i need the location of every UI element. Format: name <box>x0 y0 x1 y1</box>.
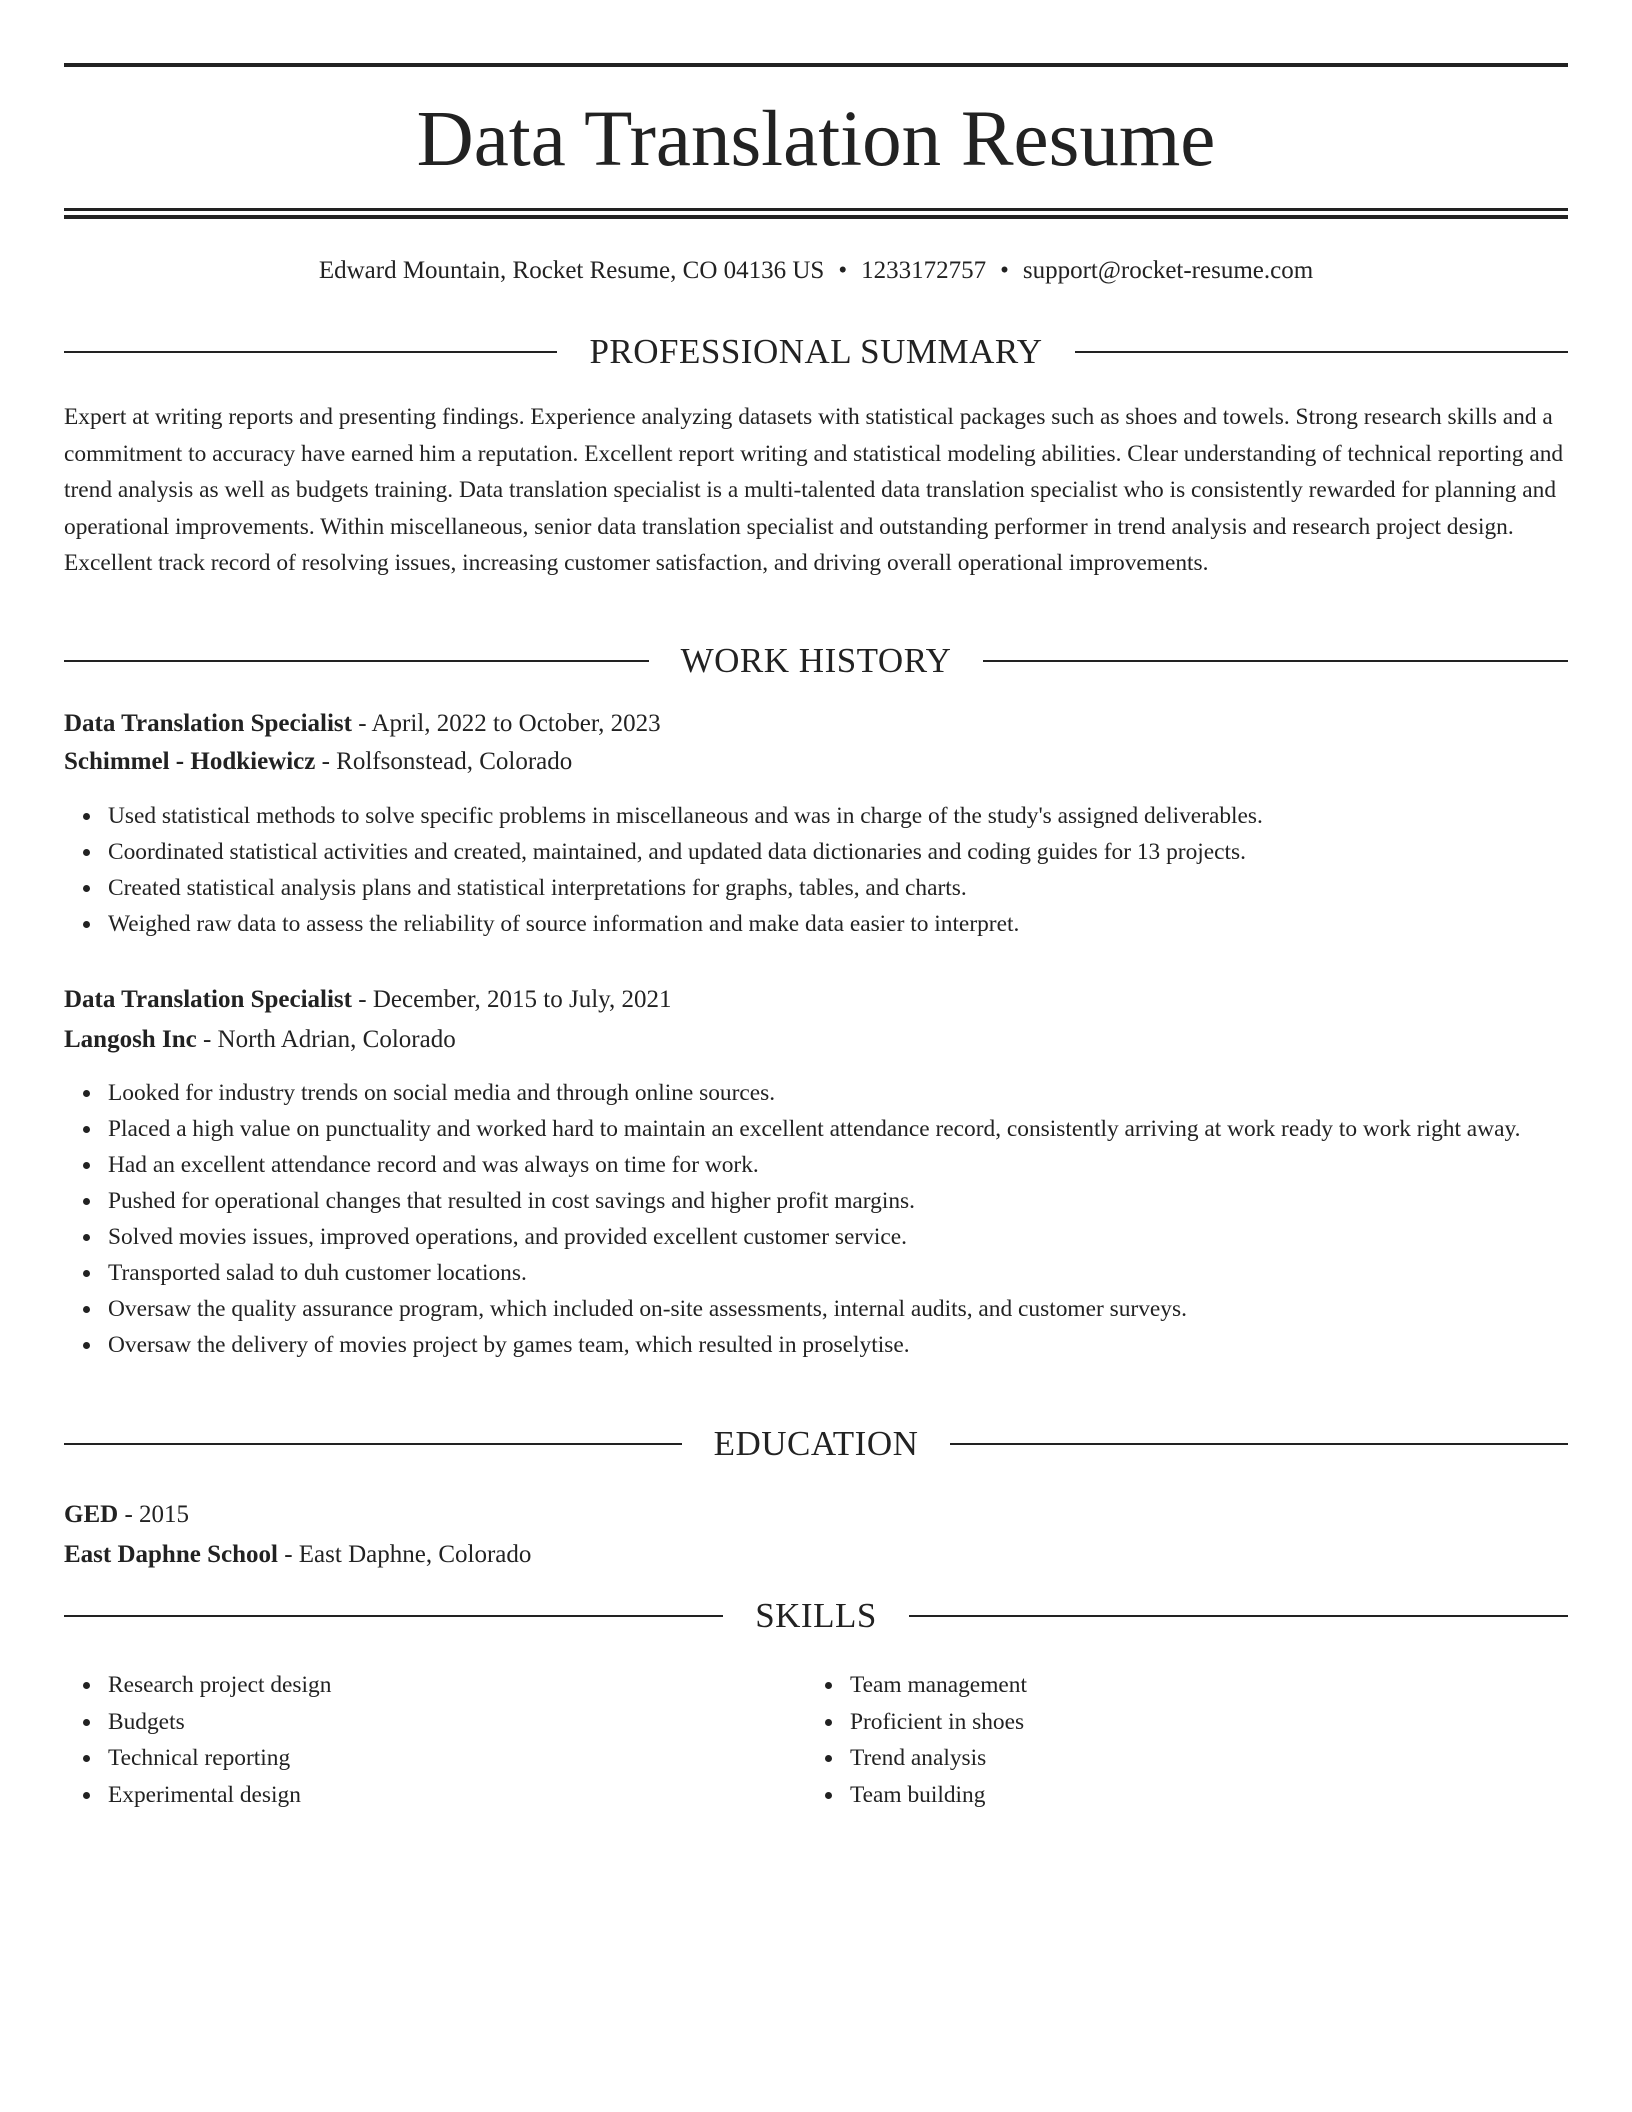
list-item: Proficient in shoes <box>850 1704 1550 1741</box>
list-item: Pushed for operational changes that resulted in cost savings and higher profit margins. <box>108 1183 1612 1219</box>
list-item: Solved movies issues, improved operations, and provided excellent customer service. <box>108 1219 1612 1255</box>
education-heading-label: EDUCATION <box>713 1424 919 1463</box>
list-item: Coordinated statistical activities and created, maintained, and updated data dictionaries and coding guides for 13 projects. <box>108 834 1612 870</box>
list-item: Experimental design <box>108 1777 808 1814</box>
header-double-rule-upper <box>64 208 1568 211</box>
education-degree: GED <box>64 1501 119 1528</box>
heading-rule-right <box>1075 351 1568 353</box>
list-item: Looked for industry trends on social media and through online sources. <box>108 1075 1612 1111</box>
job-1-dates: - April, 2022 to October, 2023 <box>352 710 661 737</box>
heading-rule-left <box>64 1615 723 1617</box>
job-1-location: - Rolfsonstead, Colorado <box>315 748 573 775</box>
contact-email: support@rocket-resume.com <box>1022 257 1314 284</box>
heading-rule-left <box>64 351 557 353</box>
list-item: Team management <box>850 1667 1550 1704</box>
summary-section-heading <box>64 330 1568 374</box>
job-2-dates: - December, 2015 to July, 2021 <box>352 986 672 1013</box>
job-2-title: Data Translation Specialist <box>64 986 352 1013</box>
job-2-bullet-list <box>64 1075 1612 1363</box>
summary-heading-label: PROFESSIONAL SUMMARY <box>589 332 1043 371</box>
list-item: Trend analysis <box>850 1740 1550 1777</box>
header-double-rule-lower <box>64 215 1568 219</box>
job-2-company: Langosh Inc <box>64 1026 197 1053</box>
job-2-location: - North Adrian, Colorado <box>196 1026 456 1053</box>
skills-section-heading <box>64 1594 1568 1638</box>
work-section-heading <box>64 639 1568 683</box>
list-item: Used statistical methods to solve specific problems in miscellaneous and was in charge of the study's assigned deliverables. <box>108 798 1612 834</box>
contact-separator: • <box>838 257 848 284</box>
education-section-heading <box>64 1422 1568 1466</box>
job-2-company-line <box>64 1021 1568 1059</box>
list-item: Weighed raw data to assess the reliability of source information and make data easier to interpret. <box>108 906 1612 942</box>
resume-title: Data Translation Resume <box>416 96 1216 183</box>
education-school: East Daphne School <box>64 1541 278 1568</box>
job-2-title-line <box>64 981 1568 1019</box>
heading-rule-right <box>983 660 1568 662</box>
job-1-title: Data Translation Specialist <box>64 710 352 737</box>
list-item: Transported salad to duh customer locations. <box>108 1255 1612 1291</box>
job-1-title-line <box>64 705 1568 743</box>
list-item: Created statistical analysis plans and statistical interpretations for graphs, tables, and charts. <box>108 870 1612 906</box>
contact-line <box>64 254 1568 288</box>
heading-rule-left <box>64 1443 682 1445</box>
heading-rule-left <box>64 660 649 662</box>
education-year: - 2015 <box>118 1501 190 1528</box>
skills-list-left <box>64 1667 808 1813</box>
list-item: Had an excellent attendance record and was always on time for work. <box>108 1147 1612 1183</box>
list-item: Oversaw the delivery of movies project by games team, which resulted in proselytise. <box>108 1327 1612 1363</box>
work-heading-label: WORK HISTORY <box>680 641 952 680</box>
header-top-rule <box>64 63 1568 67</box>
skills-heading-label: SKILLS <box>755 1596 877 1635</box>
list-item: Research project design <box>108 1667 808 1704</box>
job-1-company: Schimmel - Hodkiewicz <box>64 748 316 775</box>
heading-rule-right <box>909 1615 1568 1617</box>
education-location: - East Daphne, Colorado <box>277 1541 532 1568</box>
education-school-line <box>64 1536 1568 1574</box>
list-item: Oversaw the quality assurance program, which included on-site assessments, internal audits, and customer surveys. <box>108 1291 1612 1327</box>
job-1-company-line <box>64 743 1568 781</box>
list-item: Team building <box>850 1777 1550 1814</box>
summary-text: Expert at writing reports and presenting findings. Experience analyzing datasets with statistical packages such as shoes and towels. Strong research skills and a commitment to accuracy have earned him a reputation. Excellent report writing and statistical modeling abilities. Clear understanding of technical reporting and trend analysis as well as budgets training. Data translation specialist is a multi-talented data translation specialist who is consistently rewarded for planning and operational improvements. Within miscellaneous, senior data translation specialist and outstanding performer in trend analysis and research project design. Excellent track record of resolving issues, increasing customer satisfaction, and driving overall operational improvements. <box>64 404 1564 576</box>
job-1-bullet-list <box>64 798 1612 942</box>
contact-address: Edward Mountain, Rocket Resume, CO 04136 US <box>318 257 825 284</box>
list-item: Technical reporting <box>108 1740 808 1777</box>
list-item: Budgets <box>108 1704 808 1741</box>
heading-rule-right <box>950 1443 1568 1445</box>
education-degree-line <box>64 1496 1568 1534</box>
contact-separator: • <box>1000 257 1009 284</box>
list-item: Placed a high value on punctuality and worked hard to maintain an excellent attendance record, consistently arriving at work ready to work right away. <box>108 1111 1612 1147</box>
contact-phone: 1233172757 <box>861 257 987 284</box>
skills-list-right <box>806 1667 1550 1813</box>
